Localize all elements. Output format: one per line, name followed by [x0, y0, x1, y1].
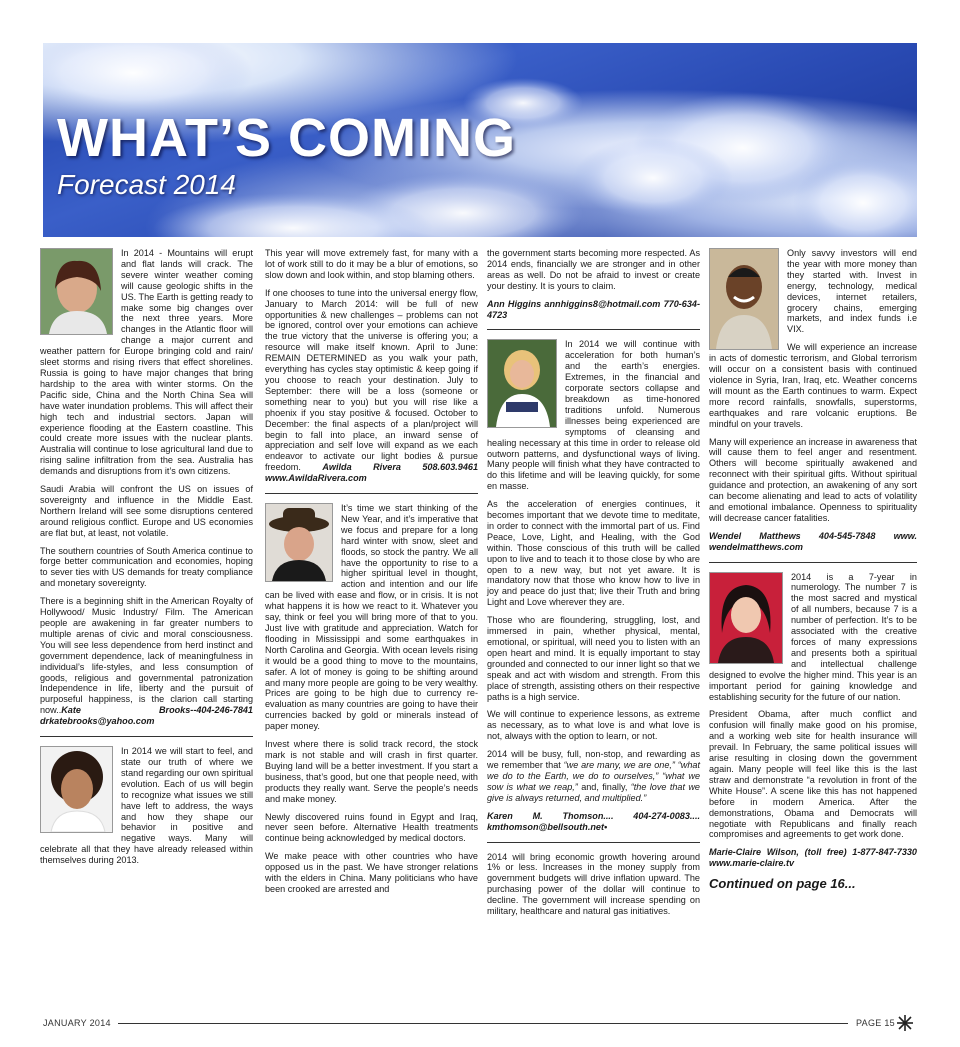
forecast-text-17 [487, 749, 700, 804]
column-4 [709, 248, 917, 890]
forecast-text-17b: and, finally, [581, 781, 628, 792]
forecast-text-7 [265, 288, 478, 484]
author-signature-wendel-matthews: Wendel Matthews 404-545-7848 www. wendelmatthews.com [709, 530, 917, 552]
page-title: WHAT’S COMING [57, 108, 516, 168]
header-banner [43, 43, 917, 237]
column-1 [40, 248, 253, 873]
forecast-text-12: the government starts becoming more respected. As 2014 ends, financially we are stronger and in other areas as well. Do not be afraid to invest or create your destiny. It is yours to claim. [487, 248, 700, 291]
column-2 [265, 248, 478, 902]
forecast-text-4-body: There is a beginning shift in the American Royalty of Hollywood/ Music Industry/ Film. The American people are awakening in far greater numbers to multiple arenas of civic and moral consciousness. You will see less dependence from herd instinct and government dependence, lack of meaningfulness in individual’s life-styles, and less consumption of goods, religious and governmental patronization Independence in life, liberty and the pursuit of purposeful happiness, is the clarion call starting now.. [40, 596, 253, 716]
forecast-text-11: We make peace with other countries who have opposed us in the past. We have stronger relations with the elders in China. Many politicians who have been crooked are arrested and [265, 851, 478, 894]
forecast-text-10: Newly discovered ruins found in Egypt and Iraq, never seen before. Alternative Health treatments continue being acknowledged by medical doctors. [265, 811, 478, 844]
divider [265, 493, 478, 494]
footer-rule [118, 1023, 848, 1024]
continued-note: Continued on page 16... [709, 876, 856, 892]
forecast-text-13: In 2014 we will continue with acceleration for both human’s and the earth’s energies. Extremes, in the financial and corporate sectors collapse and breakdown as time-honored traditions unfold. Numerous illnesses being experienced are symptoms of cleansing and healing necessary at this time in order to release old outworn patterns, and dysfunctional ways of living. Many people will finish what they have contracted to do this lifetime and will be leaving quickly, for some en masse. [487, 339, 700, 492]
forecast-text-1: In 2014 - Mountains will erupt and flat lands will crack. The severe winter weather coming will cause geologic shifts in the US. The Earth is getting ready to make some big changes over the next three years. More changes in the Atlantic floor will change a major current and weather pattern for Europe bringing cold and rain/ sleet storms and rising rivers that effect shorelines. Russia is going to have major changes that bring hardship to the area with winter storms. On the Pacific side, China and the North China Sea will have water inundation problems. This will affect their high tech and industrial sectors. Japan will experience flooding at the Eastern coastline. This could create more issues with the nuclear plants. Australia will continue to lose agricultural land due to rising saline infiltration from the sea. Australia has demands and disruptions from it’s own citizens. [40, 248, 253, 477]
forecast-text-15: Those who are floundering, struggling, lost, and immersed in pain, whether physical, mental, emotional, or spiritual, will need you to listen with an open heart and mind. It is equally important to stay grounded and connected to our inner light so that we speak and act with wisdom and strength. From this place of strength, assisting others on their respective paths is a high service. [487, 615, 700, 702]
forecast-text-7-body: If one chooses to tune into the universal energy flow, January to March 2014: will be full of new opportunities & new challenges – problems can not be ignored, control over your emotions can achieve the true victory that the universe is offering you; a resource will make itself known. April to June: REMAIN DETERMINED as you walk your path, everything has cycles stay optimistic & keep going if you choose to reach your destination. July to September: there will be a loss (someone or something near to you) but you will rise like a phoenix if you stay positive & focused. October to December: the final aspects of a plan/project will begin to fall into place, an inward sense of appreciation and self love will expand as we each endeavor to activate our light bodies & pursue freedom. [265, 287, 478, 473]
divider [40, 736, 253, 737]
author-signature-kate-brooks: Kate Brooks--404-246-7841 drkatebrooks@yahoo.com [40, 705, 253, 727]
author-photo-wendel-matthews [709, 248, 779, 350]
author-signature-awilda-rivera: Awilda Rivera 508.603.9461 www.AwildaRivera.com [265, 462, 479, 484]
quote-1: “we are many, we are one,” “what we do to the Earth, we do to ourselves,” “what we sow is what we reap,” [487, 760, 700, 792]
star-icon [896, 1014, 914, 1032]
forecast-text-18: 2014 will bring economic growth hovering around 1% or less. Increases in the money supply from government budgets will drive inflation upward. The purchasing power of the dollar will continue to decline. The government will increase spending on military, healthcare and natural gas initiatives. [487, 851, 700, 917]
forecast-text-21: Many will experience an increase in awareness that will cause them to feel anger and resentment. Others will become spiritually awakened and reconnect with their spiritual gifts. Without spiritual guidance and protection, an awakening of any sort can become alienating and lead to acts of volatility and emotional imbalance. Openness to spirituality will decrease cancer fatalities. [709, 436, 917, 523]
forecast-text-16: We will continue to experience lessons, as extreme as necessary, as to what love is and what love is not, always with the option to learn, or not. [487, 709, 700, 742]
column-3 [487, 248, 700, 924]
forecast-text-3: The southern countries of South America continue to forge better communication and economies, hoping to sever ties with US demands for treaty compliance and monetary sovereignty. [40, 545, 253, 589]
forecast-text-14: As the acceleration of energies continues, it becomes important that we devote time to meditate, in order to connect with the immortal part of us. Find Peace, Love, Light, and Healing, with the God within. Those conscious of this truth will be called upon to live and to teach it to those close by who are open to a new way, but not yet aware. It is mandatory now that those who know how to live in joy and peace do just that; live their Truth and bring Light and Love wherever they are. [487, 499, 700, 608]
page-number: PAGE 15 [856, 1018, 895, 1028]
page-subtitle: Forecast 2014 [57, 169, 236, 200]
forecast-text-2: Saudi Arabia will confront the US on issues of sovereignty and influence in the Middle East. Northern Ireland will see some disruptions centered around religious conflict. Europe and US economies are flat but, at least, not volatile. [40, 484, 253, 538]
forecast-text-20: We will experience an increase in acts of domestic terrorism, and Global terrorism will occur on a consistent basis with continued violence in Syria, Iran, Iraq, etc. Weather concerns will mount as the Earth continues to warm. Expect more record rainfalls, snowfalls, superstorms, earthquakes and rare volcanic eruptions. Be mindful on your travels. [709, 342, 917, 429]
author-photo-woman-hat [265, 503, 333, 582]
author-photo-woman-blonde [487, 339, 557, 428]
forecast-text-17a: 2014 will be busy, full, non-stop, and rewarding as we remember that [487, 749, 700, 771]
author-photo-marie-claire-wilson [709, 572, 783, 664]
forecast-text-22: 2014 is a 7-year in numerology. The number 7 is the most sacred and mystical of all numbers, because 7 is a number of perfection. It’s to be associated with the creative forces of many expressions and presents both a spiritual and intellectual challenge designed to evolve the higher mind. This year is an important period for gaining knowledge and establishing security for the future of our nation. [709, 571, 917, 702]
author-photo-woman-curly-hair [40, 746, 113, 833]
forecast-text-6: This year will move extremely fast, for many with a lot of work still to do it may be a blur of emotions, so slow down and look within, and stop blaming others. [265, 248, 478, 280]
forecast-text-4 [40, 596, 253, 727]
author-signature-marie-claire-wilson: Marie-Claire Wilson, (toll free) 1-877-847-7330 www.marie-claire.tv [709, 847, 917, 869]
forecast-text-23: President Obama, after much conflict and confusion will finally make good on his promise, and a working web site for health insurance will prevail. In February, the same political issues will arise resulting in closing down the government again. Many people will feel like this is the last straw and demonstrate “a revolution in front of the White House”. A scene like this has not happened before in modern America. After the demonstrations, Obama and Democrats will negotiate with Republicans and finally reach compromises and agreements to get work done. [709, 709, 917, 840]
forecast-text-9: Invest where there is solid track record, the stock mark is not stable and will crash in first quarter. Buying land will be a better investment. If you start a business, that’s good, but one that people need, with products they really want. Serve the people’s needs and make money. [265, 739, 478, 804]
author-photo-kate-brooks [40, 248, 113, 335]
divider [487, 329, 700, 330]
footer-date: JANUARY 2014 [43, 1018, 111, 1028]
author-signature-karen-thomson: Karen M. Thomson.... 404-274-0083.... kmthomson@bellsouth.net• [487, 810, 700, 832]
divider [487, 842, 700, 843]
author-signature-ann-higgins: Ann Higgins annhiggins8@hotmail.com 770-634-4723 [487, 298, 700, 320]
divider [709, 562, 917, 563]
quote-2: “the love that we give is always returned, and multiplied.” [487, 781, 700, 803]
forecast-text-5: In 2014 we will start to feel, and state our truth of where we stand regarding our own spiritual evolution. Each of us will begin to recognize what issues we still have left to address, the ways and how they shape our behavior in positive and negative ways. Many will celebrate all that they have already released within themselves during 2013. [40, 746, 253, 866]
forecast-text-19: Only savvy investors will end the year with more money than they started with. Invest in energy, technology, medical devices, internet retailers, grocery chains, emerging markets, and index funds i.e VIX. [787, 248, 917, 335]
forecast-text-8: It’s time we start thinking of the New Year, and it’s imperative that we focus and prepare for a long hard winter with snow, sleet and floods, so stock the pantry. We all have the opportunity to rise to a higher spiritual level in thought, action and intention and our life can be lived with ease and flow, or in crisis. It is not what happens it is how we react to it. Whatever you say, think or feel you will bring more of that to you. Just live with gratitude and appreciation. Watch for flooding in Mississippi and some earthquakes in North Carolina and Georgia. With ocean levels rising it would be a good thing to move to the mountains, safer. A lot of money is going to be shifting around and many more people are going to be very wealthy. Prices are going to be high due to currency re-evaluation as many countries are going to have their currencies backed by gold or minerals instead of paper money. [265, 503, 478, 732]
